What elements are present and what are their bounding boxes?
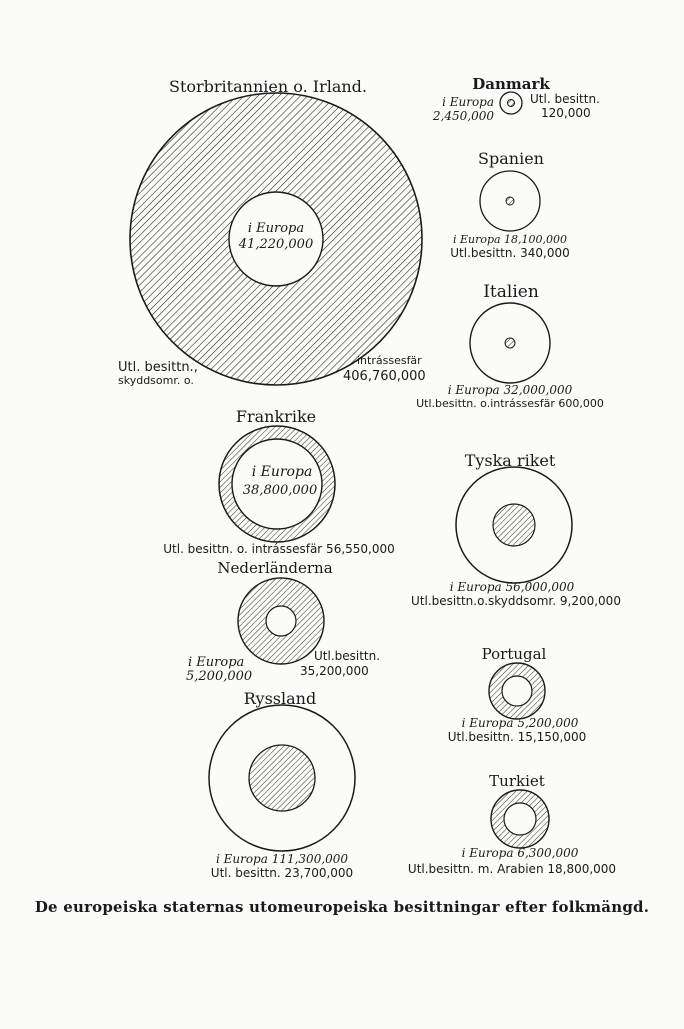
- gb-europe-label: i Europa: [247, 221, 305, 236]
- chart-caption: De europeiska staternas utomeuropeiska besittningar efter folkmängd.: [34, 898, 650, 916]
- gb-name: Storbritannien o. Irland.: [168, 77, 368, 96]
- gb-colonies-label-3: intrássesfär: [357, 354, 422, 367]
- de-colonies-label: Utl.besittn.o.skyddsomr. 9,200,000: [411, 594, 621, 608]
- fr-colonies-label: Utl. besittn. o. intrássesfär 56,550,000: [163, 542, 395, 556]
- ru-colonies-label: Utl. besittn. 23,700,000: [210, 866, 354, 880]
- dk-colonies-label: Utl. besittn.: [530, 92, 600, 106]
- gb-colonies-label-1: Utl. besittn.,: [118, 360, 198, 375]
- it-colonies-label: Utl.besittn. o.intrássesfär 600,000: [416, 397, 604, 410]
- es-name: Spanien: [478, 149, 544, 168]
- es-colonies-label: Utl.besittn. 340,000: [450, 246, 570, 260]
- fr-europe-value: 38,800,000: [242, 483, 318, 498]
- nl-europe-value: 5,200,000: [186, 669, 253, 684]
- pt-name: Portugal: [481, 645, 547, 663]
- tr-name: Turkiet: [489, 772, 545, 790]
- country-it: [416, 282, 604, 410]
- country-de: [411, 451, 621, 608]
- tr-inner-circle: [504, 803, 536, 835]
- it-inner-circle: [505, 338, 515, 348]
- ru-name: Ryssland: [243, 689, 317, 708]
- dk-inner-circle: [508, 100, 515, 107]
- nl-name: Nederländerna: [217, 559, 333, 577]
- es-inner-circle: [506, 197, 514, 205]
- ru-inner-circle: [249, 745, 315, 811]
- dk-europe-value: 2,450,000: [432, 109, 494, 123]
- fr-europe-label: i Europa: [251, 464, 313, 480]
- it-name: Italien: [483, 282, 539, 302]
- tr-europe-label: i Europa 6,300,000: [461, 846, 579, 860]
- country-gb: [118, 77, 426, 387]
- nl-colonies-label: Utl.besittn.: [314, 649, 381, 663]
- nl-europe-label: i Europa: [188, 655, 245, 670]
- country-pt: [448, 645, 587, 744]
- de-name: Tyska riket: [464, 451, 556, 470]
- dk-europe-label: i Europa: [442, 95, 494, 109]
- nl-inner-circle: [266, 606, 296, 636]
- de-inner-circle: [493, 504, 535, 546]
- gb-colonies-value: 406,760,000: [343, 369, 426, 384]
- country-es: [450, 149, 570, 260]
- ru-europe-label: i Europa 111,300,000: [215, 852, 349, 866]
- dk-name: Danmark: [472, 75, 550, 93]
- it-europe-label: i Europa 32,000,000: [447, 383, 573, 397]
- nl-colonies-value: 35,200,000: [300, 664, 369, 678]
- country-fr: [163, 407, 395, 556]
- country-nl: [186, 559, 380, 684]
- dk-colonies-value: 120,000: [541, 106, 591, 120]
- pt-inner-circle: [502, 676, 532, 706]
- fr-name: Frankrike: [235, 407, 317, 426]
- gb-europe-value: 41,220,000: [238, 237, 314, 252]
- tr-colonies-label: Utl.besittn. m. Arabien 18,800,000: [407, 862, 617, 876]
- pt-europe-label: i Europa 5,200,000: [461, 716, 579, 730]
- de-europe-label: i Europa 56,000,000: [449, 580, 575, 594]
- es-europe-label: i Europa 18,100,000: [452, 233, 568, 246]
- pt-colonies-label: Utl.besittn. 15,150,000: [447, 730, 587, 744]
- country-tr: [408, 772, 616, 876]
- country-ru: [209, 689, 355, 880]
- gb-colonies-label-2: skyddsomr. o.: [118, 374, 194, 387]
- country-dk: [432, 75, 600, 123]
